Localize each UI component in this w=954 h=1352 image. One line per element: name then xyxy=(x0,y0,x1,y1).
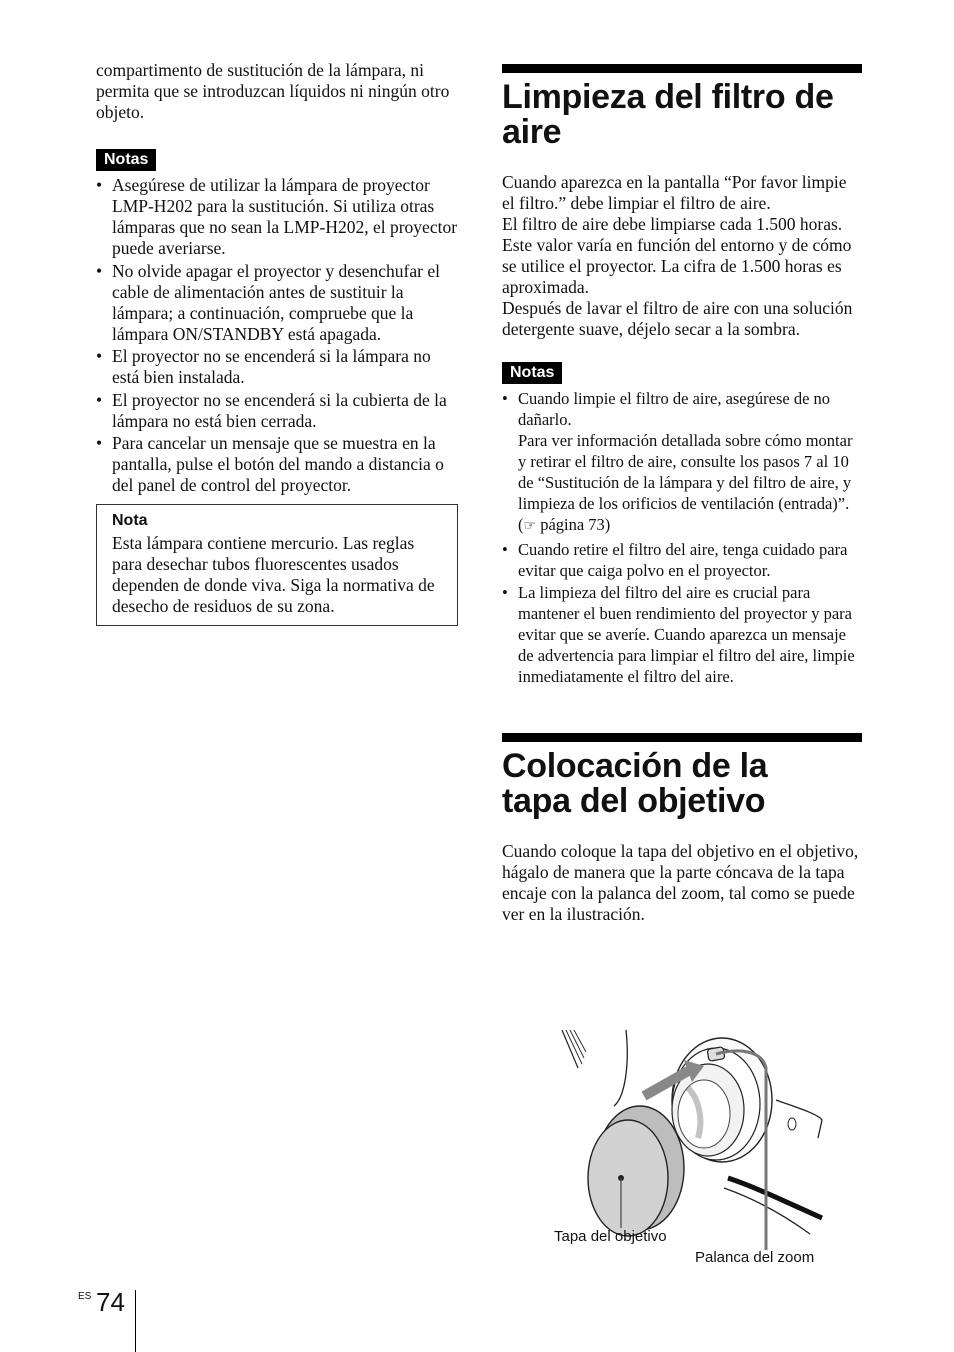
section-rule xyxy=(502,64,862,73)
right-column xyxy=(502,64,862,925)
list-item: • Para cancelar un mensaje que se muestra en la pantalla, pulse el botón del mando a distancia o del panel de control del proyector. xyxy=(96,433,444,495)
filter-paragraph: Cuando aparezca en la pantalla “Por favor limpie el filtro.” debe limpiar el filtro de aire. xyxy=(502,172,847,213)
list-item: • La limpieza del filtro del aire es crucial para mantener el buen rendimiento del proyector y para evitar que se averíe. Cuando aparezca un mensaje de advertencia para limpiar el filtro del aire, limpie inmediatamente el filtro del aire. xyxy=(502,583,855,686)
notes-list xyxy=(96,175,458,496)
footer-language: ES xyxy=(78,1291,92,1302)
section-title-filter: Limpieza del filtro de aire xyxy=(502,78,834,151)
section-title-lens-cap: Colocación de la tapa del objetivo xyxy=(502,747,768,820)
list-item: • Cuando limpie el filtro de aire, asegúrese de no dañarlo. Para ver información detallada sobre cómo montar y retirar el filtro de aire, consulte los pasos 7 al 10 de “Sustitución de la lámpara y del filtro de aire, y limpieza de los orificios de ventilación (entrada)”. (☞ página 73) xyxy=(502,389,853,534)
filter-body xyxy=(502,172,862,340)
notes-label: Notas xyxy=(502,362,562,384)
list-item: • No olvide apagar el proyector y desenchufar el cable de alimentación antes de sustituir la lámpara; a continuación, compruebe que la lámpara ON/STANDBY está apagada. xyxy=(96,260,440,344)
filter-paragraph: Después de lavar el filtro de aire con una solución detergente suave, déjelo secar a la sombra. xyxy=(502,298,853,339)
filter-paragraph: El filtro de aire debe limpiarse cada 1.500 horas. Este valor varía en función del entorno y de cómo se utilice el proyector. La cifra de 1.500 horas es aproximada. xyxy=(502,214,852,297)
reference-icon: ☞ xyxy=(523,518,537,534)
list-item: • El proyector no se encenderá si la lámpara no está bien instalada. xyxy=(96,346,431,387)
notes-label: Notas xyxy=(96,149,156,171)
lens-cap-illustration xyxy=(548,1028,848,1278)
list-item: • Cuando retire el filtro del aire, tenga cuidado para evitar que caiga polvo en el proyector. xyxy=(502,539,848,580)
section-rule xyxy=(502,733,862,742)
intro-paragraph: compartimento de sustitución de la lámpara, ni permita que se introduzcan líquidos ni ningún otro objeto. xyxy=(96,60,450,122)
caption-zoom-lever: Palanca del zoom xyxy=(695,1249,815,1266)
nota-title: Nota xyxy=(112,512,148,529)
list-item: • Asegúrese de utilizar la lámpara de proyector LMP-H202 para la sustitución. Si utiliza otras lámparas que no sean la LMP-H202, el proyector puede averiarse. xyxy=(96,175,458,258)
left-column xyxy=(96,60,458,626)
nota-box xyxy=(96,504,458,626)
list-item: • El proyector no se encenderá si la cubierta de la lámpara no está bien cerrada. xyxy=(96,389,447,431)
lens-cap-paragraph: Cuando coloque la tapa del objetivo en el objetivo, hágalo de manera que la parte cóncava de la tapa encaje con la palanca del zoom, tal como se puede ver en la ilustración. xyxy=(502,841,859,924)
footer-divider xyxy=(135,1290,136,1352)
nota-text: Esta lámpara contiene mercurio. Las reglas para desechar tubos fluorescentes usados dependen de donde viva. Siga la normativa de desecho de residuos de su zona. xyxy=(112,533,435,616)
caption-lens-cap: Tapa del objetivo xyxy=(554,1228,667,1245)
notes-list xyxy=(502,388,862,687)
page-number: 74 xyxy=(96,1287,125,1317)
